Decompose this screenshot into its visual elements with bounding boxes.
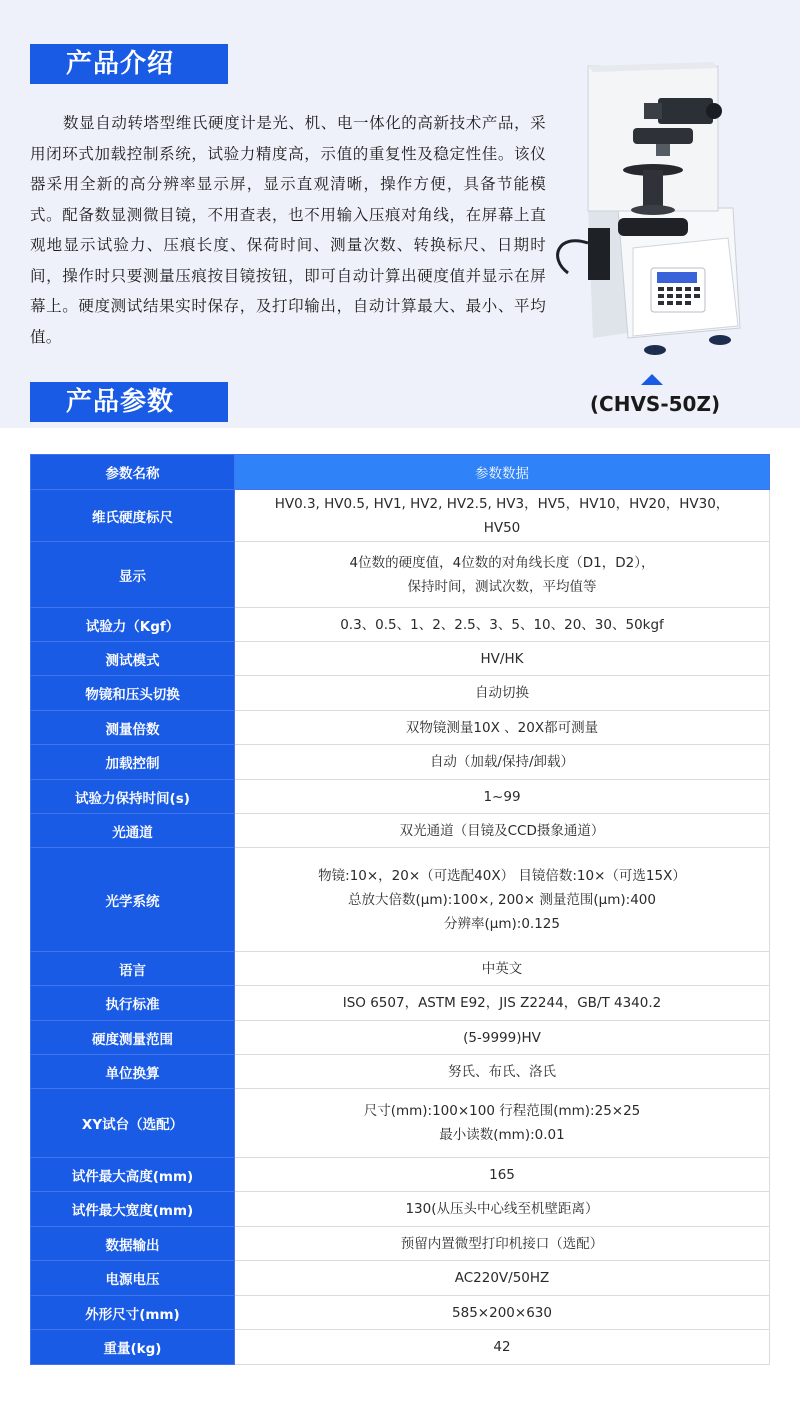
param-value-cell <box>235 848 770 952</box>
table-row <box>31 952 770 986</box>
param-value-line: 自动（加载/保持/卸载） <box>429 754 575 770</box>
param-value-cell <box>235 1089 770 1158</box>
param-name-cell: 重量(kg) <box>31 1330 235 1365</box>
table-row <box>31 848 770 952</box>
param-value-cell <box>235 780 770 814</box>
param-name-cell: 物镜和压头切换 <box>31 676 235 711</box>
param-value-line: 4位数的硬度值，4位数的对角线长度（D1，D2）， <box>349 554 655 571</box>
table-row <box>31 542 770 608</box>
param-value-line: 分辨率(μm):0.125 <box>444 915 560 932</box>
param-name-cell: XY试台（选配） <box>31 1089 235 1158</box>
param-name-cell: 单位换算 <box>31 1055 235 1089</box>
table-row <box>31 1055 770 1089</box>
table-row <box>31 1227 770 1261</box>
param-value-line: 最小读数(mm):0.01 <box>439 1127 565 1143</box>
param-name-cell: 显示 <box>31 542 235 608</box>
param-value-cell <box>235 745 770 780</box>
param-value-line: HV0.3, HV0.5, HV1, HV2, HV2.5, HV3，HV5，HV10，HV20，HV30， <box>274 495 730 512</box>
param-value-line: ISO 6507，ASTM E92，JIS Z2244，GB/T 4340.2 <box>342 995 662 1011</box>
param-name-cell: 数据输出 <box>31 1227 235 1261</box>
param-value-line: 0.3、0.5、1、2、2.5、3、5、10、20、30、50kgf <box>340 616 664 633</box>
param-value-cell <box>235 1158 770 1192</box>
table-row <box>31 711 770 745</box>
param-value-cell <box>235 608 770 642</box>
param-value-cell <box>235 1192 770 1227</box>
param-value-line: 努氏、布氏、洛氏 <box>448 1063 556 1080</box>
param-value-cell <box>235 986 770 1021</box>
param-value-cell <box>235 676 770 711</box>
param-value-line: HV50 <box>483 519 521 536</box>
spec-table <box>30 454 770 1365</box>
pointer-triangle-icon <box>641 374 663 385</box>
table-header-row <box>31 455 770 490</box>
param-value-line: (5-9999)HV <box>463 1029 541 1046</box>
param-value-cell <box>235 642 770 676</box>
param-name-cell: 光通道 <box>31 814 235 848</box>
param-value-line: 中英文 <box>481 960 523 977</box>
param-value-line: 双光通道（目镜及CCD摄象通道） <box>399 822 605 839</box>
param-value-line: 自动切换 <box>475 685 529 701</box>
param-name-cell: 电源电压 <box>31 1261 235 1296</box>
param-value-line: 总放大倍数(μm):100×, 200× 测量范围(μm):400 <box>348 891 656 908</box>
param-value-line: 165 <box>489 1166 515 1183</box>
param-value-line: 保持时间，测试次数，平均值等 <box>407 578 597 595</box>
table-row <box>31 490 770 542</box>
param-value-line: 尺寸(mm):100×100 行程范围(mm):25×25 <box>363 1103 641 1119</box>
table-row <box>31 608 770 642</box>
param-name-cell: 硬度测量范围 <box>31 1021 235 1055</box>
header-param-value: 参数数据 <box>235 455 770 490</box>
param-name-cell: 测试模式 <box>31 642 235 676</box>
table-row <box>31 1089 770 1158</box>
hardness-tester-image <box>548 58 778 358</box>
intro-paragraph: 数显自动转塔型维氏硬度计是光、机、电一体化的高新技术产品，采用闭环式加载控制系统，试验力精度高，示值的重复性及稳定性佳。该仪器采用全新的高分辨率显示屏，显示直观清晰，操作方便，具备节能模式。配备数显测微目镜，不用查表，也不用输入压痕对角线，在屏幕上直观地显示试验力、压痕长度、保荷时间、测量次数、转换标尺、日期时间，操作时只要测量压痕按目镜按钮，即可自动计算出硬度值并显示在屏幕上。硬度测试结果实时保存，及打印输出，自动计算最大、最小、平均值。 <box>30 114 546 346</box>
table-row <box>31 642 770 676</box>
product-model-label: (CHVS-50Z) <box>589 392 721 416</box>
param-value-line: 双物镜测量10X 、20X都可测量 <box>405 719 599 736</box>
param-value-cell <box>235 1330 770 1365</box>
param-value-cell <box>235 1055 770 1089</box>
param-name-cell: 光学系统 <box>31 848 235 952</box>
section-title-params: 产品参数 <box>30 382 228 422</box>
param-value-line: 585×200×630 <box>452 1304 552 1321</box>
param-name-cell: 执行标准 <box>31 986 235 1021</box>
table-row <box>31 1158 770 1192</box>
param-name-cell: 维氏硬度标尺 <box>31 490 235 542</box>
param-value-line: 物镜:10×，20×（可选配40X） 目镜倍数:10×（可选15X） <box>318 867 686 884</box>
section-title-intro: 产品介绍 <box>30 44 228 84</box>
param-value-cell <box>235 490 770 542</box>
param-name-cell: 试验力（Kgf） <box>31 608 235 642</box>
table-row <box>31 676 770 711</box>
param-value-cell <box>235 1261 770 1296</box>
param-value-cell <box>235 814 770 848</box>
param-name-cell: 试件最大宽度(mm) <box>31 1192 235 1227</box>
table-row <box>31 1296 770 1330</box>
param-name-cell: 试验力保持时间(s) <box>31 780 235 814</box>
param-value-cell <box>235 1021 770 1055</box>
param-name-cell: 外形尺寸(mm) <box>31 1296 235 1330</box>
table-row <box>31 814 770 848</box>
header-param-name: 参数名称 <box>31 455 235 490</box>
param-value-cell <box>235 952 770 986</box>
table-row <box>31 1192 770 1227</box>
table-row <box>31 1261 770 1296</box>
param-value-line: 1~99 <box>483 788 521 805</box>
table-row <box>31 745 770 780</box>
param-value-cell <box>235 711 770 745</box>
table-row <box>31 1330 770 1365</box>
param-name-cell: 语言 <box>31 952 235 986</box>
param-value-cell <box>235 542 770 608</box>
param-name-cell: 测量倍数 <box>31 711 235 745</box>
param-value-cell <box>235 1227 770 1261</box>
param-value-line: 预留内置微型打印机接口（选配） <box>400 1235 604 1252</box>
param-value-line: AC220V/50HZ <box>454 1270 550 1286</box>
table-row <box>31 1021 770 1055</box>
param-value-cell <box>235 1296 770 1330</box>
param-value-line: HV/HK <box>480 650 524 667</box>
param-name-cell: 加载控制 <box>31 745 235 780</box>
table-row <box>31 986 770 1021</box>
param-value-line: 130(从压头中心线至机壁距离） <box>405 1201 599 1217</box>
param-value-line: 42 <box>493 1339 511 1355</box>
table-row <box>31 780 770 814</box>
param-name-cell: 试件最大高度(mm) <box>31 1158 235 1192</box>
